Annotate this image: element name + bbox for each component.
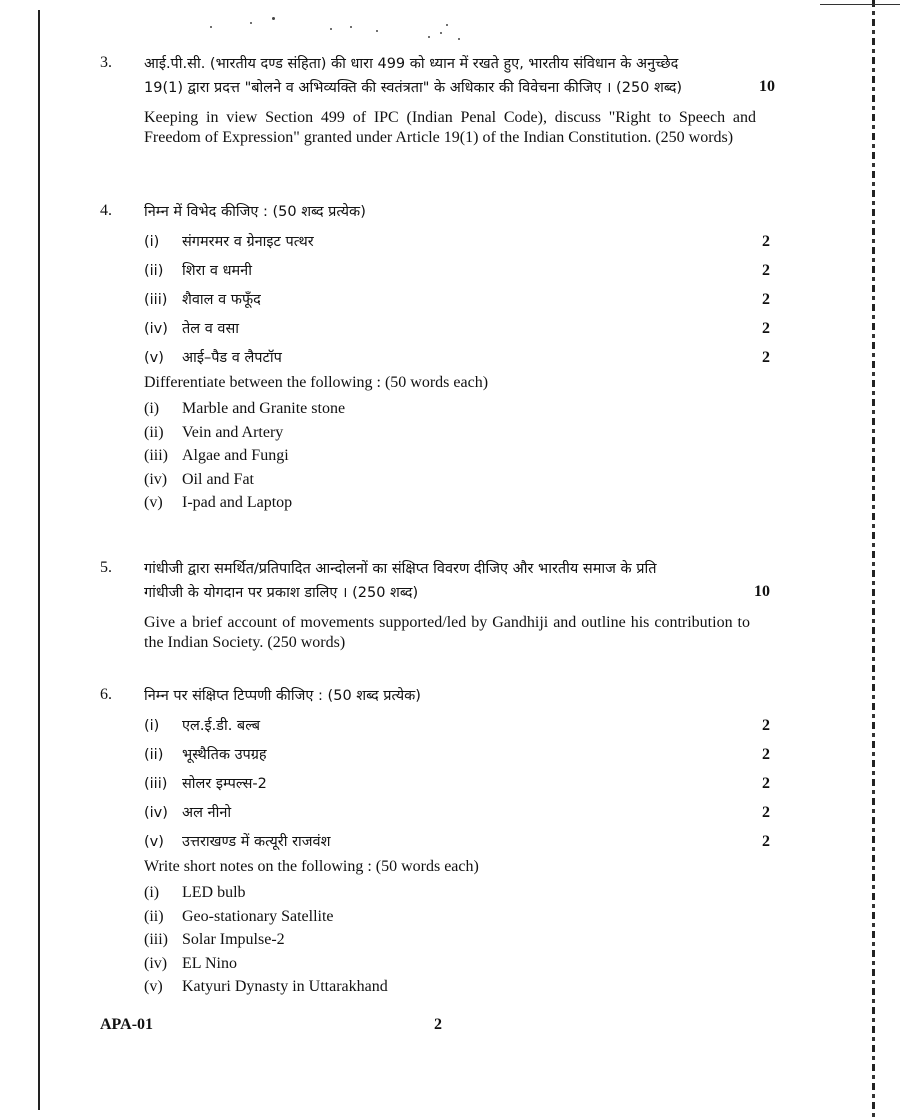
question-english-text: Keeping in view Section 499 of IPC (Indian Penal Code), discuss "Right to Speech and Freedom of Expression" granted under Article 19(1) of the Indian Constitution. (250 words) — [144, 109, 756, 146]
english-item — [144, 977, 770, 1001]
item-text: Algae and Fungi — [182, 447, 289, 464]
item-text: उत्तराखण्ड में कत्यूरी राजवंश — [182, 834, 331, 850]
hindi-items-list — [144, 714, 770, 859]
item-marks: 2 — [762, 717, 770, 734]
english-items-list — [144, 399, 770, 517]
english-items-list — [144, 883, 770, 1001]
item-roman: (iii) — [144, 931, 168, 948]
item-marks: 2 — [762, 804, 770, 821]
item-text: तेल व वसा — [182, 321, 239, 337]
item-roman: (ii) — [144, 263, 164, 279]
item-text: Marble and Granite stone — [182, 400, 346, 417]
item-roman: (iv) — [144, 470, 168, 488]
item-roman: (i) — [144, 884, 160, 901]
question-number: 5. — [100, 559, 112, 576]
item-marks: 2 — [762, 291, 770, 308]
item-text: संगमरमर व ग्रेनाइट पत्थर — [182, 234, 314, 250]
item-roman: (v) — [144, 978, 163, 995]
hindi-item — [144, 259, 770, 288]
item-roman: (i) — [144, 400, 160, 417]
item-marks: 2 — [762, 833, 770, 850]
item-text: Katyuri Dynasty in Uttarakhand — [182, 978, 388, 995]
item-text: शैवाल व फफूँद — [182, 292, 261, 308]
item-text: आई–पैड व लैपटॉप — [182, 350, 282, 366]
item-text: अल नीनो — [182, 805, 232, 821]
page-number: 2 — [434, 1016, 442, 1033]
item-roman: (v) — [144, 834, 164, 850]
hindi-item — [144, 346, 770, 375]
item-marks: 2 — [762, 746, 770, 763]
hindi-item — [144, 714, 770, 743]
item-roman: (ii) — [144, 907, 164, 925]
english-item — [144, 470, 770, 494]
hindi-items-list — [144, 230, 770, 375]
english-item — [144, 954, 770, 978]
item-roman: (v) — [144, 350, 164, 366]
question-hindi-line: गांधीजी के योगदान पर प्रकाश डालिए । (250 शब्द) — [144, 585, 419, 601]
item-marks: 2 — [762, 320, 770, 337]
item-roman: (ii) — [144, 423, 164, 441]
scan-edge-right — [872, 0, 875, 1117]
item-roman: (iii) — [144, 776, 168, 792]
english-item — [144, 930, 770, 954]
item-text: I-pad and Laptop — [182, 494, 293, 511]
paper-code: APA-01 — [100, 1016, 154, 1033]
item-text: सोलर इम्पल्स-2 — [182, 776, 267, 792]
item-roman: (iii) — [144, 447, 168, 464]
question-number: 4. — [100, 202, 112, 219]
item-text: LED bulb — [182, 884, 246, 901]
hindi-item — [144, 288, 770, 317]
hindi-item — [144, 801, 770, 830]
hindi-item — [144, 772, 770, 801]
item-roman: (i) — [144, 234, 160, 250]
item-text: EL Nino — [182, 954, 237, 972]
item-text: Geo-stationary Satellite — [182, 907, 334, 925]
hindi-item — [144, 830, 770, 859]
item-text: एल.ई.डी. बल्ब — [182, 718, 261, 734]
english-item — [144, 907, 770, 931]
question-hindi-line: गांधीजी द्वारा समर्थित/प्रतिपादित आन्दोलनों का संक्षिप्त विवरण दीजिए और भारतीय समाज के प्रति — [144, 561, 657, 577]
hindi-item — [144, 317, 770, 346]
item-text: Oil and Fat — [182, 470, 254, 488]
item-roman: (i) — [144, 718, 160, 734]
english-item — [144, 399, 770, 423]
item-marks: 2 — [762, 349, 770, 366]
question-hindi-line: आई.पी.सी. (भारतीय दण्ड संहिता) की धारा 499 को ध्यान में रखते हुए, भारतीय संविधान के अनुच्छेद — [144, 56, 679, 72]
scan-specks — [200, 14, 480, 44]
item-roman: (ii) — [144, 747, 164, 763]
scan-edge-top — [820, 4, 900, 5]
item-roman: (iv) — [144, 954, 168, 972]
item-roman: (iv) — [144, 805, 168, 821]
item-text: भूस्थैतिक उपग्रह — [182, 747, 267, 763]
question-hindi-heading: निम्न पर संक्षिप्त टिप्पणी कीजिए : (50 शब्द प्रत्येक) — [144, 688, 421, 704]
item-text: शिरा व धमनी — [182, 263, 252, 279]
item-marks: 2 — [762, 262, 770, 279]
item-marks: 2 — [762, 233, 770, 250]
scan-edge-left — [38, 10, 40, 1110]
question-number: 6. — [100, 686, 112, 703]
english-item — [144, 493, 770, 517]
item-marks: 2 — [762, 775, 770, 792]
english-item — [144, 446, 770, 470]
hindi-item — [144, 230, 770, 259]
question-english-heading: Differentiate between the following : (50 words each) — [144, 374, 489, 391]
question-hindi-line: 19(1) द्वारा प्रदत्त "बोलने व अभिव्यक्ति की स्वतंत्रता" के अधिकार की विवेचना कीजिए । (250 शब्द) — [144, 80, 683, 96]
question-english-text: Give a brief account of movements supported/led by Gandhiji and outline his contribution to the Indian Society. (250 words) — [144, 614, 750, 651]
item-roman: (iv) — [144, 321, 168, 337]
item-text: Vein and Artery — [182, 423, 284, 441]
item-roman: (v) — [144, 494, 163, 511]
question-number: 3. — [100, 54, 112, 71]
question-marks: 10 — [759, 78, 775, 95]
item-text: Solar Impulse-2 — [182, 931, 285, 948]
question-hindi-heading: निम्न में विभेद कीजिए : (50 शब्द प्रत्येक) — [144, 204, 366, 220]
question-marks: 10 — [754, 583, 770, 600]
question-english-heading: Write short notes on the following : (50 words each) — [144, 858, 479, 875]
hindi-item — [144, 743, 770, 772]
item-roman: (iii) — [144, 292, 168, 308]
english-item — [144, 883, 770, 907]
english-item — [144, 423, 770, 447]
